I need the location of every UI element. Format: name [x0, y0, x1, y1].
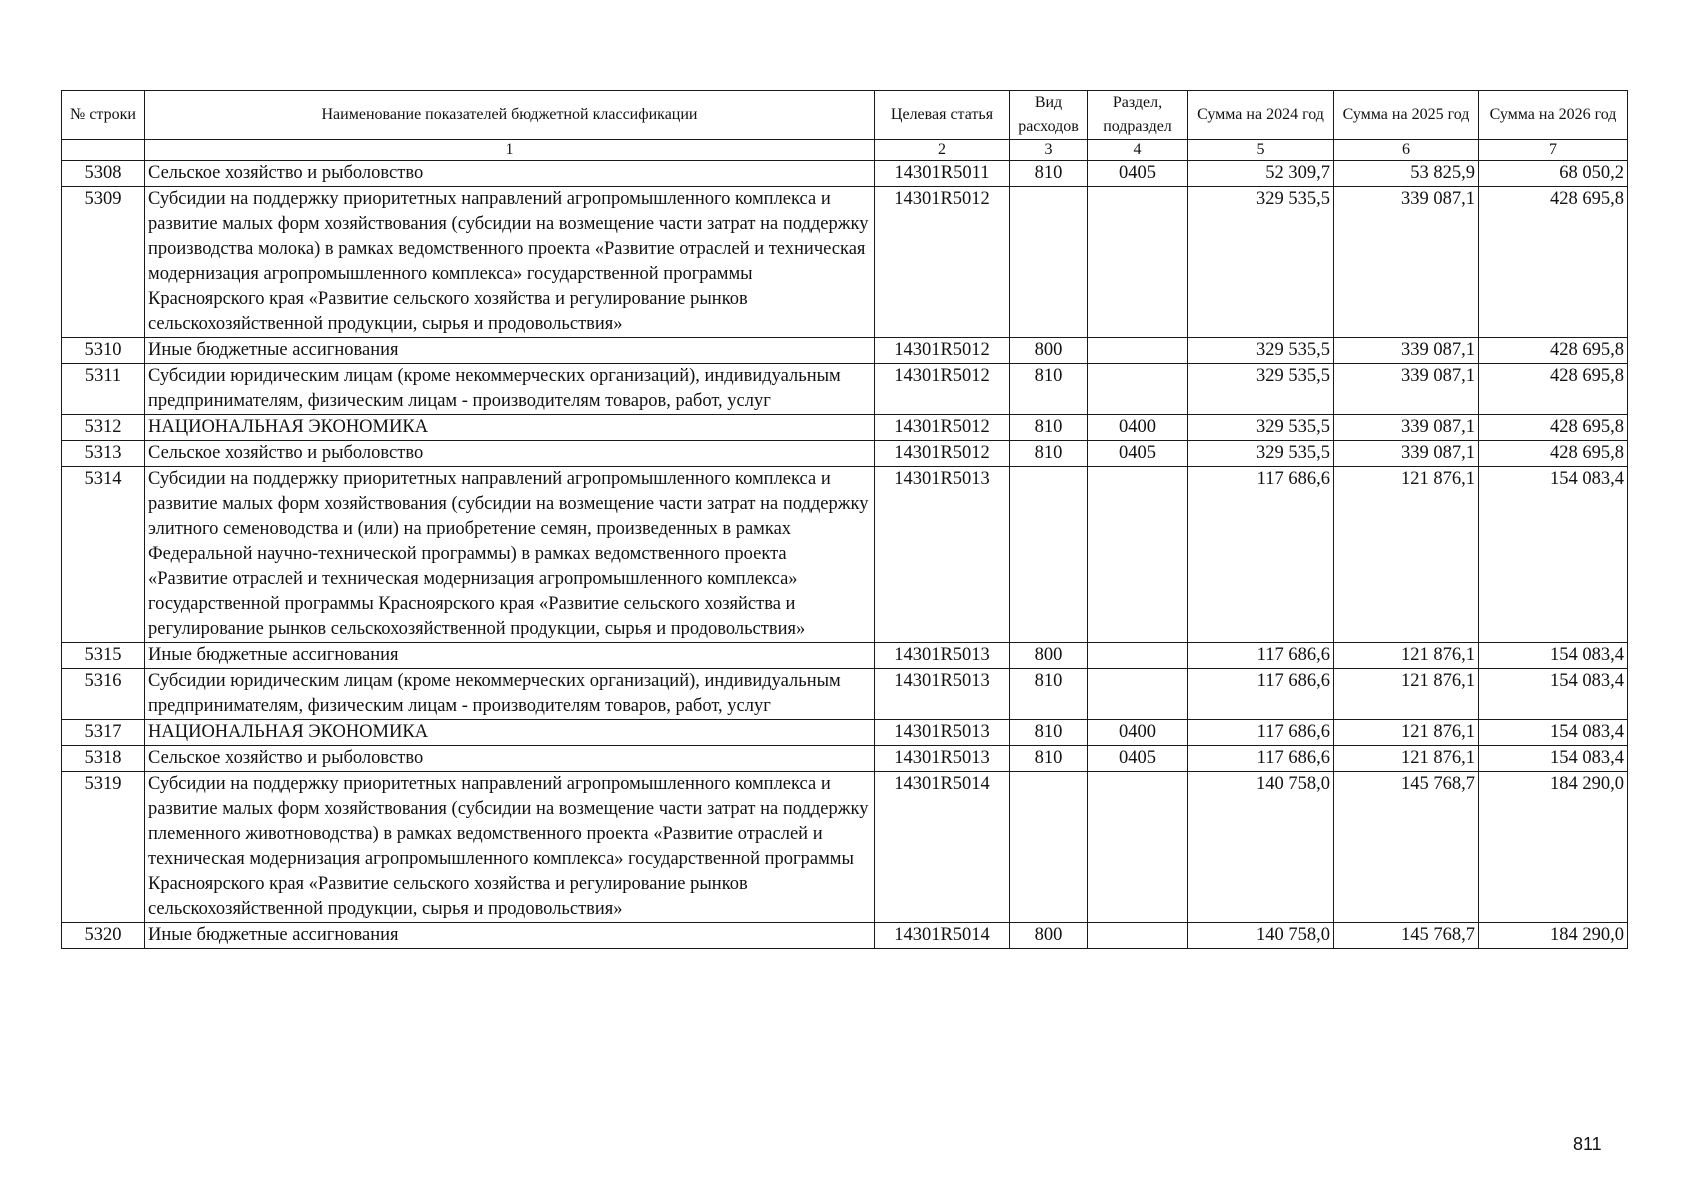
- row-target: 14301R5013: [875, 467, 1010, 643]
- row-sum-2024: 117 686,6: [1188, 643, 1334, 669]
- row-sum-2026: 154 083,4: [1479, 669, 1628, 720]
- row-sum-2025: 53 825,9: [1334, 161, 1479, 187]
- row-sum-2025: 339 087,1: [1334, 415, 1479, 441]
- row-number: 5315: [62, 643, 145, 669]
- row-expense-type: 810: [1010, 364, 1088, 415]
- row-expense-type: 800: [1010, 643, 1088, 669]
- row-section: [1088, 187, 1188, 338]
- row-target: 14301R5011: [875, 161, 1010, 187]
- row-sum-2026: 428 695,8: [1479, 338, 1628, 364]
- row-number: 5311: [62, 364, 145, 415]
- row-sum-2025: 339 087,1: [1334, 441, 1479, 467]
- row-sum-2024: 117 686,6: [1188, 467, 1334, 643]
- row-name: Иные бюджетные ассигнования: [145, 923, 875, 949]
- row-target: 14301R5012: [875, 441, 1010, 467]
- row-expense-type: 800: [1010, 923, 1088, 949]
- row-target: 14301R5012: [875, 338, 1010, 364]
- row-section: 0400: [1088, 415, 1188, 441]
- row-target: 14301R5013: [875, 669, 1010, 720]
- row-sum-2024: 117 686,6: [1188, 669, 1334, 720]
- row-name: Сельское хозяйство и рыболовство: [145, 441, 875, 467]
- table-row: [62, 187, 1628, 338]
- budget-table: [61, 90, 1628, 949]
- table-row: [62, 467, 1628, 643]
- row-expense-type: 810: [1010, 415, 1088, 441]
- row-sum-2026: 428 695,8: [1479, 415, 1628, 441]
- header-sum-2024: Сумма на 2024 год: [1188, 91, 1334, 140]
- row-sum-2026: 184 290,0: [1479, 772, 1628, 923]
- row-name: Иные бюджетные ассигнования: [145, 338, 875, 364]
- table-row: [62, 161, 1628, 187]
- row-section: [1088, 338, 1188, 364]
- column-number: 1: [145, 140, 875, 161]
- row-expense-type: 810: [1010, 441, 1088, 467]
- column-number: [62, 140, 145, 161]
- row-sum-2024: 329 535,5: [1188, 415, 1334, 441]
- row-sum-2024: 140 758,0: [1188, 772, 1334, 923]
- row-sum-2024: 329 535,5: [1188, 364, 1334, 415]
- row-sum-2026: 154 083,4: [1479, 643, 1628, 669]
- row-section: 0405: [1088, 441, 1188, 467]
- row-sum-2025: 145 768,7: [1334, 923, 1479, 949]
- row-name: Субсидии на поддержку приоритетных направлений агропромышленного комплекса и развитие малых форм хозяйствования (субсидии на возмещение части затрат на поддержку элитного семеноводства и (или) на приобретение семян, произведенных в рамках Федеральной научно-технической программы) в рамках ведомственного проекта «Развитие отраслей и техническая модернизация агропромышленного комплекса» государственной программы Красноярского края «Развитие сельского хозяйства и регулирование рынков сельскохозяйственной продукции, сырья и продовольствия»: [145, 467, 875, 643]
- header-name: Наименование показателей бюджетной классификации: [145, 91, 875, 140]
- row-sum-2025: 339 087,1: [1334, 338, 1479, 364]
- column-number: 4: [1088, 140, 1188, 161]
- row-expense-type: [1010, 772, 1088, 923]
- header-target: Целевая статья: [875, 91, 1010, 140]
- row-sum-2024: 329 535,5: [1188, 338, 1334, 364]
- header-row: [62, 91, 1628, 140]
- row-target: 14301R5013: [875, 643, 1010, 669]
- table-header: [62, 91, 1628, 161]
- row-section: [1088, 364, 1188, 415]
- row-sum-2026: 154 083,4: [1479, 467, 1628, 643]
- table-row: [62, 364, 1628, 415]
- table-row: [62, 669, 1628, 720]
- row-sum-2024: 117 686,6: [1188, 720, 1334, 746]
- row-number: 5320: [62, 923, 145, 949]
- row-sum-2025: 121 876,1: [1334, 720, 1479, 746]
- table-body: [62, 161, 1628, 949]
- row-target: 14301R5012: [875, 187, 1010, 338]
- row-target: 14301R5012: [875, 415, 1010, 441]
- row-name: НАЦИОНАЛЬНАЯ ЭКОНОМИКА: [145, 415, 875, 441]
- row-name: Сельское хозяйство и рыболовство: [145, 161, 875, 187]
- row-sum-2025: 339 087,1: [1334, 364, 1479, 415]
- row-sum-2024: 52 309,7: [1188, 161, 1334, 187]
- row-sum-2024: 329 535,5: [1188, 441, 1334, 467]
- row-section: [1088, 923, 1188, 949]
- row-sum-2026: 428 695,8: [1479, 441, 1628, 467]
- row-expense-type: [1010, 187, 1088, 338]
- row-sum-2026: 428 695,8: [1479, 364, 1628, 415]
- row-sum-2026: 154 083,4: [1479, 720, 1628, 746]
- row-section: 0405: [1088, 161, 1188, 187]
- header-expense-type: Вид расходов: [1010, 91, 1088, 140]
- row-target: 14301R5013: [875, 720, 1010, 746]
- row-target: 14301R5014: [875, 923, 1010, 949]
- row-section: 0405: [1088, 746, 1188, 772]
- table-row: [62, 923, 1628, 949]
- row-sum-2024: 140 758,0: [1188, 923, 1334, 949]
- column-number: 5: [1188, 140, 1334, 161]
- row-name: Субсидии на поддержку приоритетных направлений агропромышленного комплекса и развитие малых форм хозяйствования (субсидии на возмещение части затрат на поддержку производства молока) в рамках ведомственного проекта «Развитие отраслей и техническая модернизация агропромышленного комплекса» государственной программы Красноярского края «Развитие сельского хозяйства и регулирование рынков сельскохозяйственной продукции, сырья и продовольствия»: [145, 187, 875, 338]
- row-target: 14301R5013: [875, 746, 1010, 772]
- header-section: Раздел, подраздел: [1088, 91, 1188, 140]
- table-row: [62, 415, 1628, 441]
- row-section: [1088, 643, 1188, 669]
- column-number: 2: [875, 140, 1010, 161]
- row-number: 5310: [62, 338, 145, 364]
- row-target: 14301R5012: [875, 364, 1010, 415]
- row-name: Субсидии юридическим лицам (кроме некоммерческих организаций), индивидуальным предпринимателям, физическим лицам - производителям товаров, работ, услуг: [145, 364, 875, 415]
- row-expense-type: 810: [1010, 720, 1088, 746]
- row-name: Субсидии на поддержку приоритетных направлений агропромышленного комплекса и развитие малых форм хозяйствования (субсидии на возмещение части затрат на поддержку племенного животноводства) в рамках ведомственного проекта «Развитие отраслей и техническая модернизация агропромышленного комплекса» государственной программы Красноярского края «Развитие сельского хозяйства и регулирование рынков сельскохозяйственной продукции, сырья и продовольствия»: [145, 772, 875, 923]
- row-sum-2024: 329 535,5: [1188, 187, 1334, 338]
- table-row: [62, 338, 1628, 364]
- row-sum-2024: 117 686,6: [1188, 746, 1334, 772]
- row-sum-2026: 154 083,4: [1479, 746, 1628, 772]
- row-name: Иные бюджетные ассигнования: [145, 643, 875, 669]
- row-expense-type: 810: [1010, 161, 1088, 187]
- row-number: 5318: [62, 746, 145, 772]
- header-sum-2025: Сумма на 2025 год: [1334, 91, 1479, 140]
- row-number: 5317: [62, 720, 145, 746]
- row-name: Сельское хозяйство и рыболовство: [145, 746, 875, 772]
- page-number: 811: [1573, 1134, 1602, 1154]
- table-row: [62, 643, 1628, 669]
- row-sum-2025: 121 876,1: [1334, 746, 1479, 772]
- row-sum-2026: 428 695,8: [1479, 187, 1628, 338]
- column-number-row: [62, 140, 1628, 161]
- row-section: [1088, 467, 1188, 643]
- row-name: Субсидии юридическим лицам (кроме некоммерческих организаций), индивидуальным предпринимателям, физическим лицам - производителям товаров, работ, услуг: [145, 669, 875, 720]
- header-sum-2026: Сумма на 2026 год: [1479, 91, 1628, 140]
- row-number: 5313: [62, 441, 145, 467]
- column-number: 3: [1010, 140, 1088, 161]
- row-sum-2025: 121 876,1: [1334, 669, 1479, 720]
- row-expense-type: [1010, 467, 1088, 643]
- header-row-no: № строки: [62, 91, 145, 140]
- row-section: 0400: [1088, 720, 1188, 746]
- row-number: 5319: [62, 772, 145, 923]
- row-sum-2026: 68 050,2: [1479, 161, 1628, 187]
- row-number: 5316: [62, 669, 145, 720]
- row-expense-type: 810: [1010, 746, 1088, 772]
- table-row: [62, 772, 1628, 923]
- table-row: [62, 441, 1628, 467]
- row-sum-2025: 121 876,1: [1334, 643, 1479, 669]
- row-expense-type: 810: [1010, 669, 1088, 720]
- column-number: 6: [1334, 140, 1479, 161]
- row-expense-type: 800: [1010, 338, 1088, 364]
- row-sum-2025: 145 768,7: [1334, 772, 1479, 923]
- row-sum-2026: 184 290,0: [1479, 923, 1628, 949]
- row-section: [1088, 772, 1188, 923]
- column-number: 7: [1479, 140, 1628, 161]
- row-sum-2025: 339 087,1: [1334, 187, 1479, 338]
- row-sum-2025: 121 876,1: [1334, 467, 1479, 643]
- row-number: 5314: [62, 467, 145, 643]
- table-row: [62, 720, 1628, 746]
- row-target: 14301R5014: [875, 772, 1010, 923]
- row-number: 5312: [62, 415, 145, 441]
- table-row: [62, 746, 1628, 772]
- row-number: 5309: [62, 187, 145, 338]
- row-section: [1088, 669, 1188, 720]
- row-number: 5308: [62, 161, 145, 187]
- row-name: НАЦИОНАЛЬНАЯ ЭКОНОМИКА: [145, 720, 875, 746]
